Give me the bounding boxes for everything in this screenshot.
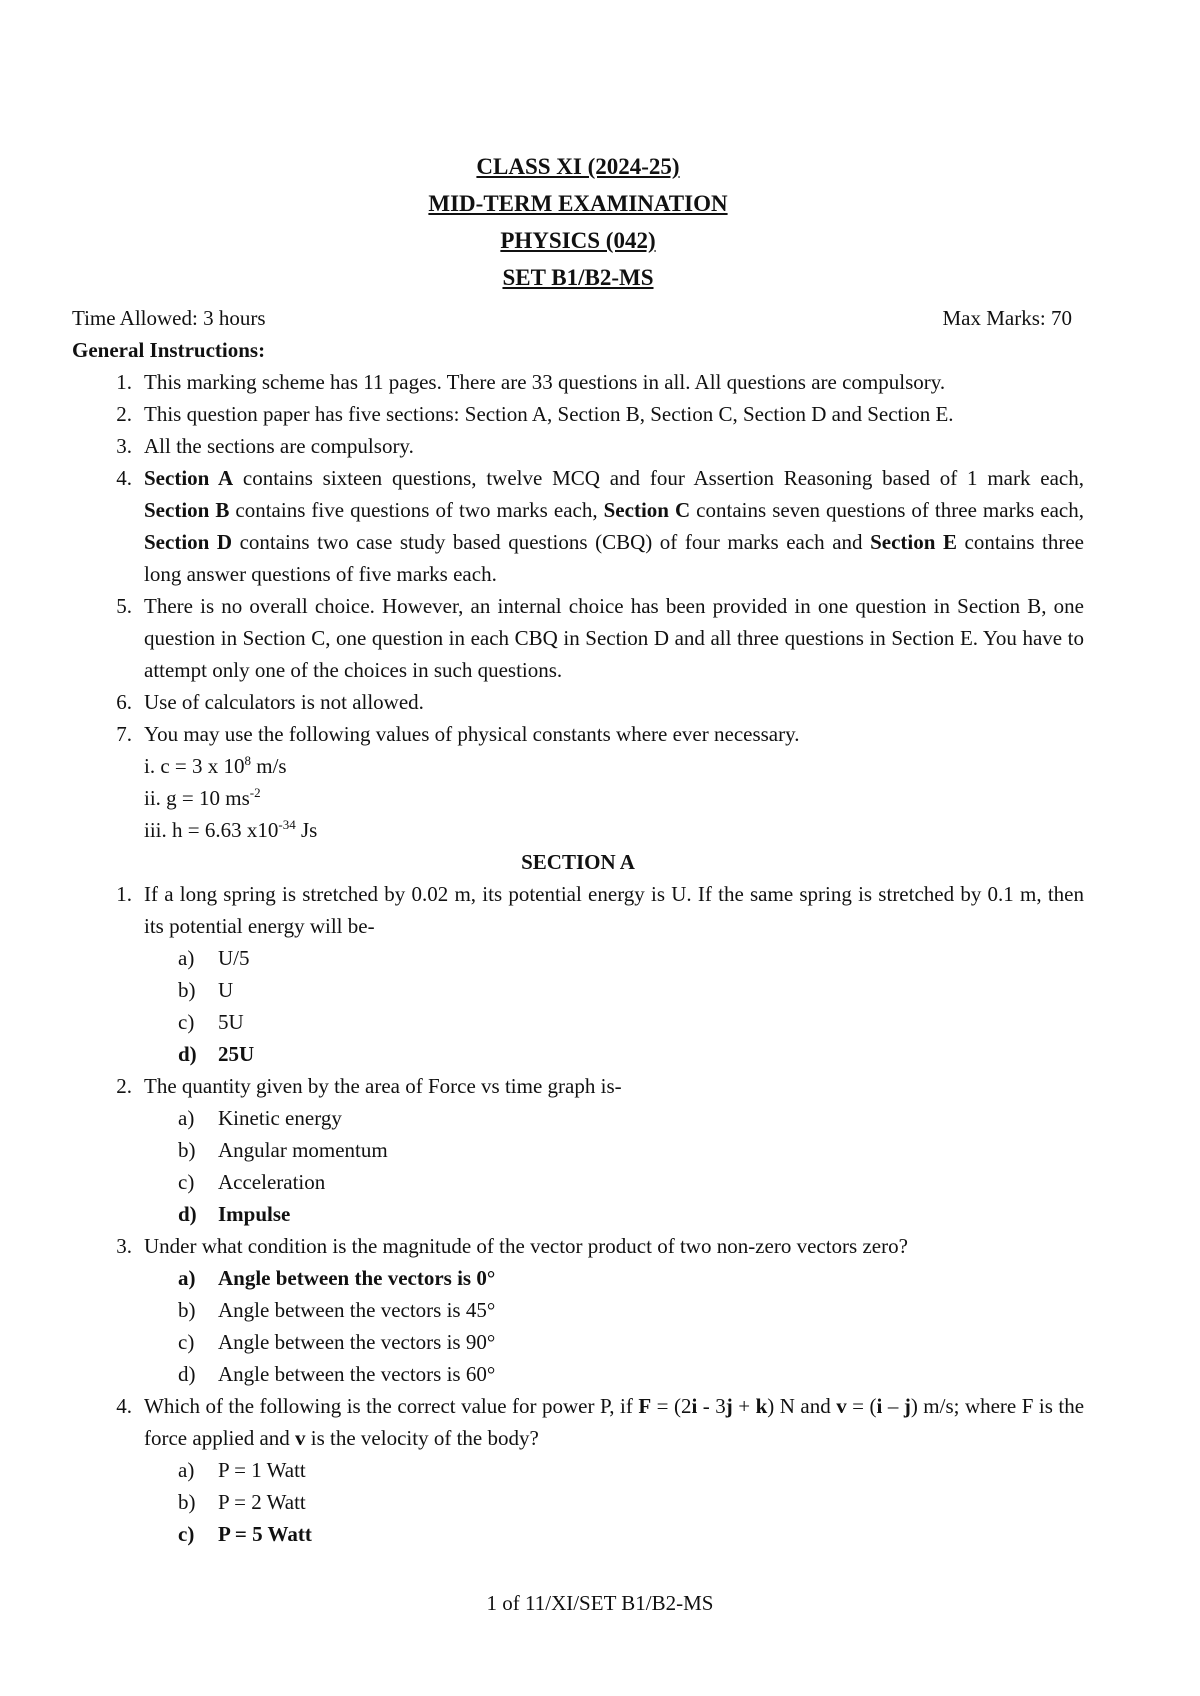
question-2: 2. The quantity given by the area of Force vs time graph is- <box>116 1074 622 1098</box>
instructions-heading: General Instructions: <box>72 338 266 362</box>
set-title: SET B1/B2-MS <box>502 265 654 290</box>
option: c) Acceleration <box>178 1170 326 1194</box>
instruction-item: 3. All the sections are compulsory. <box>116 434 414 458</box>
option: c) 5U <box>178 1010 244 1034</box>
option: a) Kinetic energy <box>178 1106 342 1130</box>
constant-c: i. c = 3 x $10^8$ m/s <box>144 753 287 778</box>
option: c) Angle between the vectors is 90° <box>178 1330 496 1354</box>
option: a) P = 1 Watt <box>178 1458 306 1482</box>
subject-title: PHYSICS (042) <box>500 228 656 253</box>
instruction-item: 5. There is no overall choice. However, an internal choice has been provided in one question in Section B, one question in Section C, one question in each CBQ in Section D and all three questions in Section E. You have to attempt only one of the choices in such questions. <box>116 594 1084 682</box>
max-marks: Max Marks: 70 <box>942 306 1072 330</box>
instruction-item: 1. This marking scheme has 11 pages. There are 33 questions in all. All questions are compulsory. <box>116 370 946 394</box>
question-4: 4. Which of the following is the correct value for power P, if F = (2i - 3j + k) N and v = (i – j) m/s; where F is the force applied and v is the velocity of the body? <box>116 1394 1085 1450</box>
exam-meta <box>72 302 1084 334</box>
constant-g: ii. g = 10 $ms^{-2}$ <box>144 785 261 810</box>
question-3: 3. Under what condition is the magnitude of the vector product of two non-zero vectors zero? <box>116 1234 908 1258</box>
class-title: CLASS XI (2024-25) <box>476 154 680 179</box>
correct-option: d) Impulse <box>178 1202 291 1226</box>
correct-option: c) P = 5 Watt <box>178 1522 312 1546</box>
page-footer: 1 of 11/XI/SET B1/B2-MS <box>486 1591 714 1615</box>
option: b) P = 2 Watt <box>178 1490 306 1514</box>
exam-title: MID-TERM EXAMINATION <box>428 191 728 216</box>
option: d) Angle between the vectors is 60° <box>178 1362 496 1386</box>
option: b) Angular momentum <box>178 1138 388 1162</box>
question-1: 1. If a long spring is stretched by 0.02 m, its potential energy is U. If the same spring is stretched by 0.1 m, then its potential energy will be- <box>116 882 1084 938</box>
instruction-item: 6. Use of calculators is not allowed. <box>116 690 424 714</box>
option: b) Angle between the vectors is 45° <box>178 1298 496 1322</box>
time-allowed: Time Allowed: 3 hours <box>72 306 266 330</box>
exam-page <box>72 0 1084 1550</box>
section-a-heading: SECTION A <box>521 850 635 874</box>
instruction-item: 2. This question paper has five sections: Section A, Section B, Section C, Section D and Section E. <box>116 402 954 426</box>
option: b) U <box>178 978 234 1002</box>
correct-option: a) Angle between the vectors is 0° <box>178 1266 496 1290</box>
instruction-item: 4. Section A contains sixteen questions, twelve MCQ and four Assertion Reasoning based of 1 mark each, Section B contains five questions of two marks each, Section C contains seven questions of three marks each, Section D contains two case study based questions (CBQ) of four marks each and Section E contains three long answer questions of five marks each. <box>116 466 1084 586</box>
constant-h: iii. h = 6.63 $x10^{-34}$ Js <box>144 817 318 842</box>
option: a) U/5 <box>178 946 250 970</box>
instruction-item: 7. You may use the following values of physical constants where ever necessary. <box>116 722 800 746</box>
correct-option: d) 25U <box>178 1042 255 1066</box>
